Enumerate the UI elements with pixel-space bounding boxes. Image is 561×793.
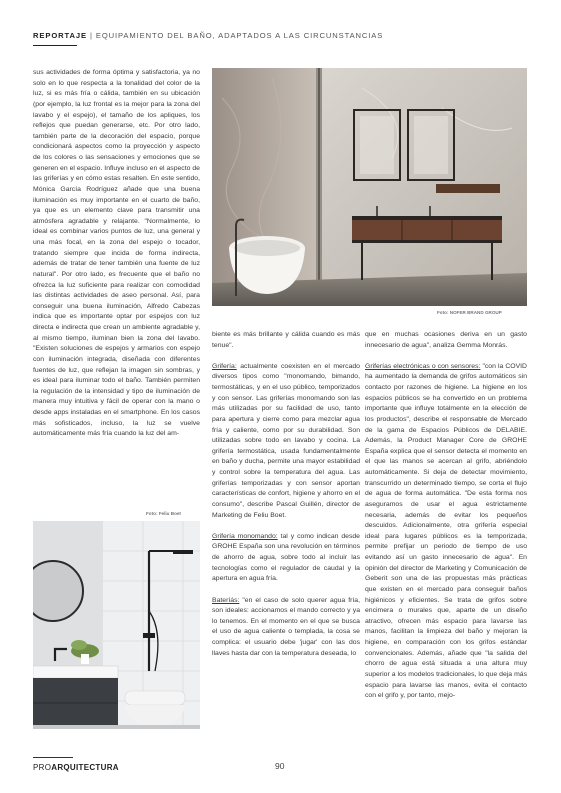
header-separator: | [86, 31, 96, 40]
col2-heading-monomando: Grifería monomando: [212, 532, 278, 540]
col2-paragraph-baterias: Bateríás: "en el caso de solo querer agua fría, son ideales: accionamos el mando correcto y ya lo tenemos. En el momento en el que se busca el uso de agua caliente o templada, la cosa se complica: el usuario debe 'jugar' con las dos llaves hasta dar con la temperatura deseada, lo [212, 596, 360, 657]
page-number: 90 [275, 761, 285, 771]
col2-heading-griferia: Grifería: [212, 362, 237, 370]
bathroom-photo-bottom [33, 521, 200, 729]
col3-heading-sensores: Griferías electrónicas o con sensores: [365, 362, 481, 370]
footer-brand-light: PRO [33, 763, 52, 772]
column-2 [212, 330, 360, 659]
column-1 [33, 68, 200, 440]
col3-paragraph-sensores: Griferías electrónicas o con sensores: "con la COVID ha aumentado la demanda de grifos automáticos sin contacto por razones de higiene. La higiene en los espacios públicos se ha convertido en un problema importante que influye totalmente en la elección de los productos", describe el responsable de Mercado de la gama de Espacios Públicos de DELABIE. Además, la Product Manager Core de GROHE España explica que el sensor detecta el momento en el que las manos se acercan al grifo, abriéndolo automáticamente. Si deja de detectar movimiento, transcurrido un determinado tiempo, se corta el flujo de agua de forma automática. "De esta forma nos aseguramos de usar el agua estrictamente necesaria, además de evitar los pequeños descuidos. Adicionalmente, otra grifería especial ideal para lugares públicos es la temporizada, permite prefijar un periodo de tiempo de uso evitando así un gasto innecesario de agua". En opinión del director de Marketing y Comunicación de Geberit son una de las propuestas más prácticas que existen en el mercado para conseguir baños higiénicos y eficientes. Se trata de grifos sobre encimera o murales que, aparte de un diseño atractivo, ofrecen más espacio para lavarse las manos, facilitan la limpieza del baño y mejoran la higiene, en comparación con los grifos estándar convencionales. Además, añade que "la salida del chorro de agua está situada a una altura muy superior a los modelos tradicionales, lo que deja más espacio para lavarse las manos, evita el contacto con el grifo y, por tanto, mejo- [365, 362, 527, 700]
col2-heading-baterias: Bateríás: [212, 596, 240, 604]
header-section: REPORTAJE [33, 31, 87, 40]
column-3 [365, 330, 527, 702]
col2-intro: biente es más brillante y cálida cuando es más tenue". [212, 331, 360, 349]
running-header [33, 31, 383, 40]
col1-paragraph: sus actividades de forma óptima y satisfactoria, ya no solo en lo que respecta a la tonalidad del color de la luz, si es más fría o cálida, también en su ubicación (por ejemplo, la luz frontal es la mejor para la zona del lavabo y el espejo), el tamaño de los apliques, los reflejos que puedan generarse, etc. Por otro lado, también parte de la decoración del espacio, porque condicionará aspectos como la proyección y aspecto de los colores o las sensaciones y emociones que se generen en el espacio. Influye incluso en el aspecto de las griferías y en cómo estas resalten. En este sentido, Mónica García Rodríguez añade que una buena iluminación es muy importante en el cuarto de baño, ya que es un elemento clave para transmitir una atmósfera agradable y relajante. "Normalmente, lo ideal es combinar varios puntos de luz, una general y una más focal, en la zona del espejo o tocador, tratando siempre que incida de forma indirecta, además de tratar de tener también una fuente de luz natural". Por otro lado, es frecuente que el baño no ofrezca la luz suficiente para realizar con comodidad las distintas actividades de aseo personal. Así, para conseguir una buena iluminación, Alfredo Cabezas indica que es importante optar por espejos con luz directa e indirecta que crean un ambiente agradable y, al mismo tiempo, iluminan bien la zona del lavabo. "Existen soluciones de espejos y armarios con espejo con iluminación integrada, diseñada con diferentes fuentes de luz, que reflejan la imagen sin sombras, y es ideal para iluminar todo el baño. También permiten la regulación de la intensidad y tipo de iluminación de manera muy intuitiva y fácil de operar con la mano o desde apps instaladas en el smartphone. En los casos más sofisticados, incluso, la luz se vuelve automáticamente más fría cuando la luz del am- [33, 69, 200, 438]
col2-paragraph-griferia: Grifería: actualmente coexisten en el mercado diversos tipos como "monomando, bimando, termostáticas, y en el uso público, temporizados y con sensor. Las griferías monomando son las más utilizadas por su facilidad de uso, tanto para apertura y cierre como para mezclar agua fría y caliente, como por su durabilidad. Son utilizadas sobre todo en lavabo y cocina. La grifería termostática, usada fundamentalmente en baño y ducha, permite una mayor estabilidad y control sobre la temperatura del agua. Las griferías temporizadas y con sensor aportan características de confort, higiene y ahorro en el consumo", describe Pascal Guillén, director de Marketing de Feliu Boet. [212, 362, 360, 519]
caption-bottom-image: Foto: Feliu Boet [146, 511, 181, 516]
footer-brand [33, 763, 119, 772]
col2-paragraph-monomando: Grifería monomando: tal y como indican desde GROHE España son una revolución en términos de ahorro de agua, sobre todo al incluir las tecnologías como el regulador de caudal y la apertura en agua fría. [212, 532, 360, 583]
header-rule [33, 45, 77, 46]
caption-top-image: Foto: NOFER BRAND GROUP [437, 310, 502, 315]
footer-rule [33, 757, 73, 758]
bathroom-photo-top [212, 68, 527, 306]
col3-intro: que en muchas ocasiones deriva en un gasto innecesario de agua", analiza Gemma Monrás. [365, 331, 527, 349]
footer-brand-bold: ARQUITECTURA [51, 763, 119, 772]
header-subtitle: EQUIPAMIENTO DEL BAÑO, ADAPTADOS A LAS CIRCUNSTANCIAS [95, 31, 384, 40]
